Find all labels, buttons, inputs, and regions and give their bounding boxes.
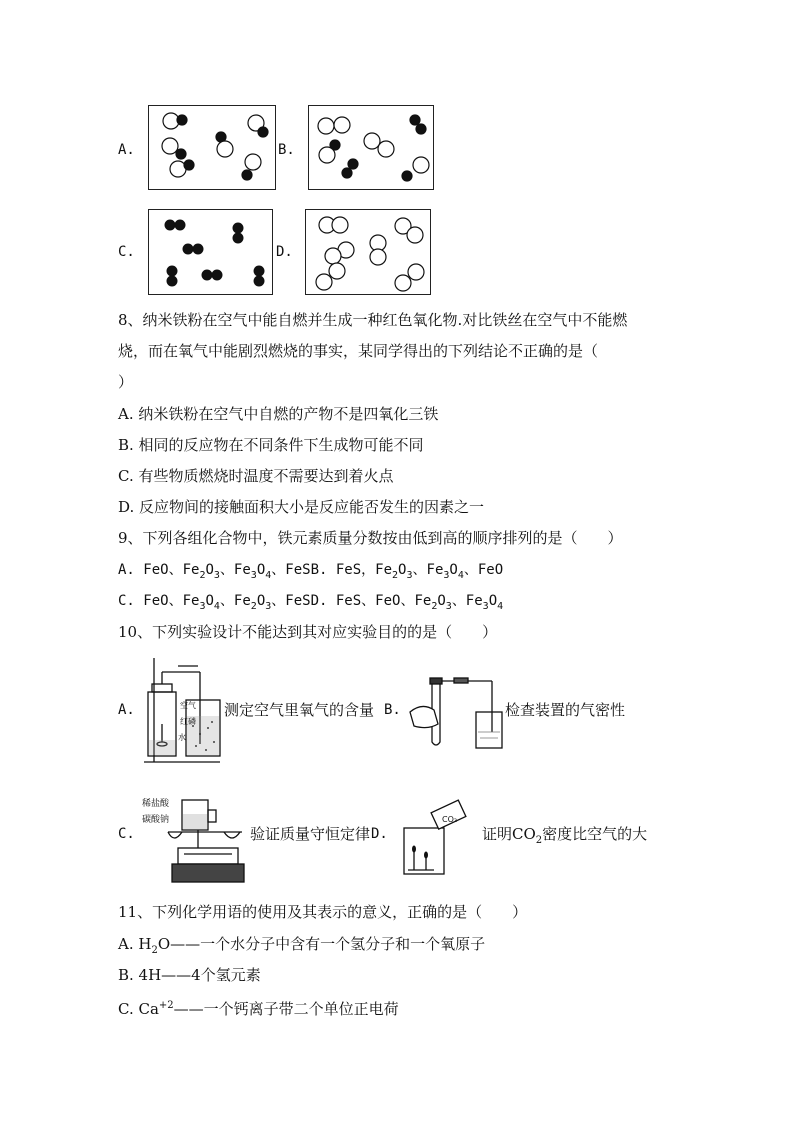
q8-stem-line1: 8、纳米铁粉在空气中能自燃并生成一种红色氧化物.对比铁丝在空气中不能燃 <box>118 311 628 329</box>
q10-c-label-carbonate: 碳酸钠 <box>142 815 170 825</box>
q8-stem-line2: 烧，而在氧气中能剧烈燃烧的事实，某同学得出的下列结论不正确的是（ <box>118 342 599 360</box>
q10-a-label-water: 水 <box>178 733 186 742</box>
q10-option-c-text: 验证质量守恒定律 <box>250 825 371 843</box>
q10-option-b-letter: B. <box>384 702 401 718</box>
molecule-diagram-c <box>149 210 274 296</box>
q11-option-a: A. $H_2O——$一个水分子中含有一个氢分子和一个氧原子 <box>118 935 486 956</box>
q10-stem: 10、下列实验设计不能达到其对应实验目的的是（ ） <box>118 623 498 641</box>
q7-option-b-diagram <box>308 105 434 190</box>
q8-stem-line3: ） <box>118 373 134 391</box>
q7-option-b-letter: B. <box>278 142 295 158</box>
q7-option-a-diagram <box>148 105 276 190</box>
molecule-diagram-b <box>309 106 435 191</box>
q10-option-a-apparatus <box>138 654 226 766</box>
q10-option-c-apparatus <box>138 792 252 888</box>
q10-option-b-apparatus <box>404 672 504 752</box>
q10-a-label-phosphorus: 红磷 <box>180 717 196 726</box>
q10-option-c-letter: C. <box>118 826 135 842</box>
q10-option-d-apparatus <box>396 792 476 878</box>
q7-option-c-diagram <box>148 209 273 295</box>
q10-option-d-letter: D. <box>371 826 388 842</box>
q7-option-d-diagram <box>305 209 431 295</box>
q10-option-a-text: 测定空气里氧气的含量 <box>224 701 375 719</box>
q8-option-a: A. 纳米铁粉在空气中自燃的产物不是四氧化三铁 <box>118 405 439 423</box>
molecule-diagram-a <box>149 106 277 191</box>
q10-a-label-air: 空气 <box>180 701 196 710</box>
q7-option-d-letter: D. <box>276 244 293 260</box>
molecule-diagram-d <box>306 210 432 296</box>
q10-option-a-letter: A. <box>118 702 135 718</box>
q9-options-ab: A. FeO、$Fe_2O_3$、$Fe_3O_4$、FeSB. FeS，$Fe_2O_3$、$Fe_3O_4$、FeO <box>118 562 504 581</box>
q10-c-label-acid: 稀盐酸 <box>142 799 170 809</box>
q9-stem: 9、下列各组化合物中，铁元素质量分数按由低到高的顺序排列的是（ ） <box>118 529 623 547</box>
q11-option-c: C. $Ca^{+2}——$一个钙离子带二个单位正电荷 <box>118 1000 399 1018</box>
q9-options-cd: C. FeO、$Fe_3O_4$、$Fe_2O_3$、FeSD. FeS、FeO、$Fe_2O_3$、$Fe_3O_4$ <box>118 593 504 612</box>
q10-option-b-text: 检查装置的气密性 <box>505 701 626 719</box>
q11-stem: 11、下列化学用语的使用及其表示的意义，正确的是（ ） <box>118 903 528 921</box>
q8-option-d: D. 反应物间的接触面积大小是反应能否发生的因素之一 <box>118 498 485 516</box>
q10-option-d-text: 证明$CO_2$密度比空气的大 <box>482 825 648 846</box>
q7-option-a-letter: A. <box>118 142 135 158</box>
q10-d-bottle-label: CO₂ <box>442 815 458 824</box>
q8-option-b: B. 相同的反应物在不同条件下生成物可能不同 <box>118 436 424 454</box>
q7-option-c-letter: C. <box>118 244 135 260</box>
q11-option-b: B. 4H——4个氢元素 <box>118 966 261 984</box>
q8-option-c: C. 有些物质燃烧时温度不需要达到着火点 <box>118 467 394 485</box>
